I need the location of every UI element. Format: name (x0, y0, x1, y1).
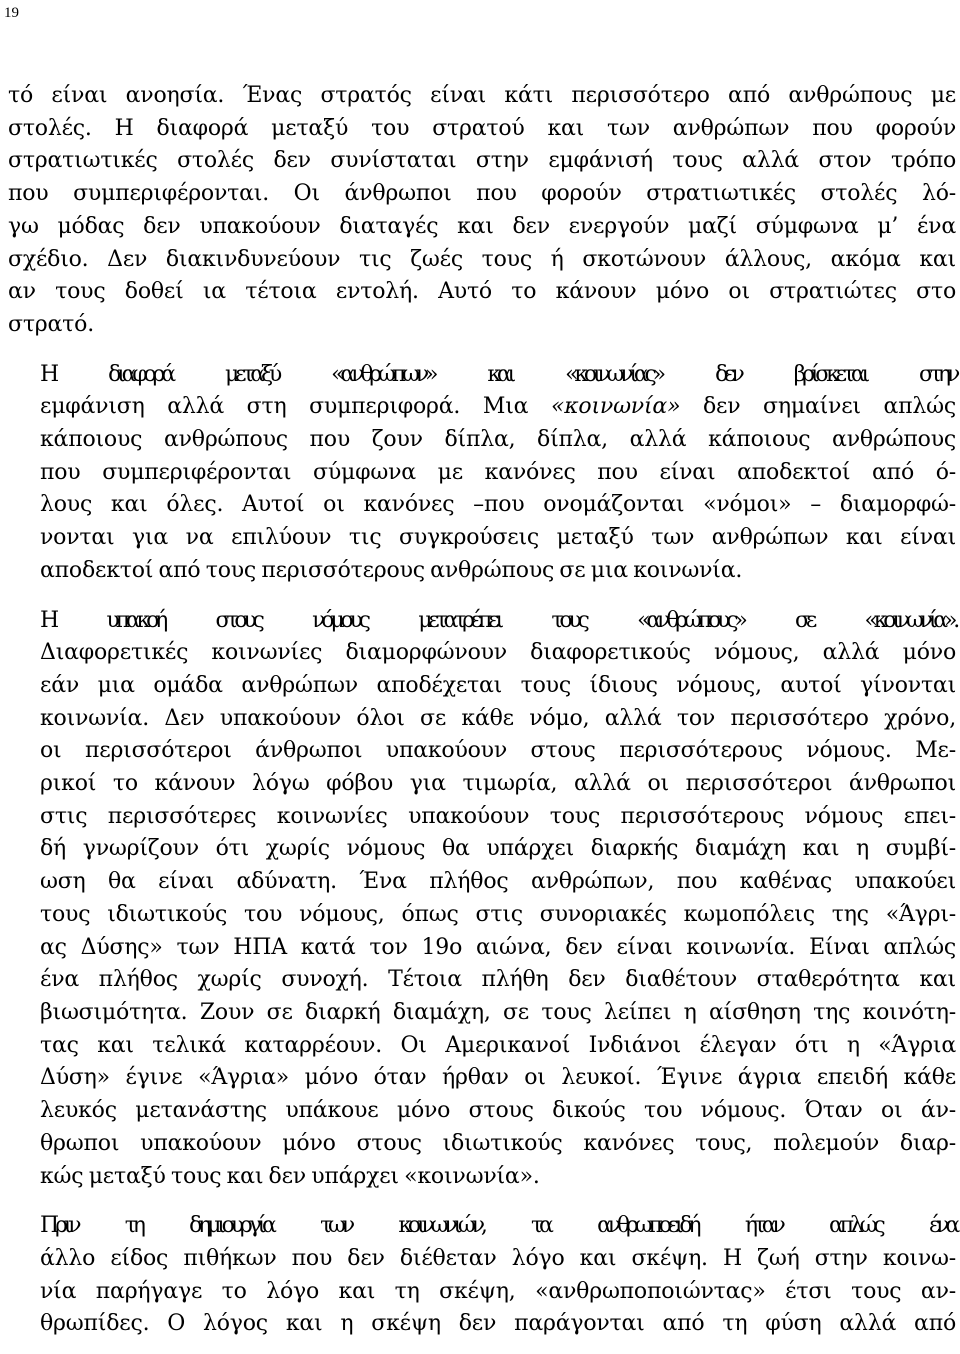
text-run: εμφάνιση αλλά στη συμπεριφορά. Μια (40, 394, 551, 420)
text-line: Διαφορετικές κοινωνίες διαμορφώνουν διαφορετικούς νόμους, αλλά μόνο (40, 640, 956, 666)
text-line: κάποιους ανθρώπους που ζουν δίπλα, δίπλα, αλλά κάποιους ανθρώπους (40, 427, 956, 453)
text-line: γω μόδας δεν υπακούουν διαταγές και δεν ενεργούν μαζί σύμφωνα μ’ ένα (8, 213, 956, 239)
text-line: κοινωνία. Δεν υπακούουν όλοι σε κάθε νόμο, αλλά τον περισσότερο χρόνο, (40, 705, 956, 731)
text-line: που συμπεριφέρονται. Οι άνθρωποι που φορούν στρατιωτικές στολές λό- (8, 181, 956, 207)
text-line: νία παρήγαγε το λόγο και τη σκέψη, «ανθρωποποιώντας» έτσι τους αν- (40, 1278, 956, 1304)
body-text (8, 80, 956, 1341)
paragraph-4 (8, 1210, 956, 1341)
text-line: θρωποι υπακούουν μόνο στους ιδιωτικούς κανόνες τους, πολεμούν διαρ- (40, 1130, 956, 1156)
page-number: 19 (4, 5, 19, 21)
paragraph-1 (8, 80, 956, 342)
text-line: βιωσιμότητα. Ζουν σε διαρκή διαμάχη, σε τους λείπει η αίσθηση της κοινότη- (40, 999, 956, 1025)
text-line: Η διαφορά μεταξύ «ανθρώπων» και «κοινωνίας» δεν βρίσκεται στην (40, 361, 956, 387)
text-line: θρωπίδες. Ο λόγος και η σκέψη δεν παράγονται από τη φύση αλλά από (40, 1311, 956, 1337)
text-line: άλλο είδος πιθήκων που δεν διέθεταν λόγο και σκέψη. Η ζωή στην κοινω- (40, 1245, 956, 1271)
text-line: που συμπεριφέρονται σύμφωνα με κανόνες που είναι αποδεκτοί από ό- (40, 459, 956, 485)
text-line: κώς μεταξύ τους και δεν υπάρχει «κοινωνία». (40, 1163, 540, 1189)
text-line: δή γνωρίζουν ότι χωρίς νόμους θα υπάρχει διαρκής διαμάχη και η συμβί- (40, 836, 956, 862)
text-line: στις περισσότερες κοινωνίες υπακούουν τους περισσότερους νόμους επει- (40, 803, 956, 829)
text-line: στρατιωτικές στολές δεν συνίσταται στην εμφάνισή τους αλλά στον τρόπο (8, 148, 956, 174)
emphasis-koinonia: «κοινωνία» (550, 394, 681, 420)
text-line: αποδεκτοί από τους περισσότερους ανθρώπους σε μια κοινωνία. (40, 557, 743, 583)
text-line: λευκός μετανάστης υπάκουε μόνο στους δικούς του νόμους. Όταν οι άν- (40, 1098, 956, 1124)
text-line: ρικοί το κάνουν λόγω φόβου για τιμωρία, αλλά οι περισσότεροι άνθρωποι (40, 771, 956, 797)
text-line: Δύση» έγινε «Άγρια» μόνο όταν ήρθαν οι λευκοί. Έγινε άγρια επειδή κάθε (40, 1065, 956, 1091)
text-run: δεν σημαίνει απλώς (680, 394, 956, 420)
text-line (8, 391, 956, 424)
text-line: αν τους δοθεί ια τέτοια εντολή. Αυτό το κάνουν μόνο οι στρατιώτες στο (8, 279, 956, 305)
text-line: τους ιδιωτικούς του νόμους, όπως στις συνοριακές κωμοπόλεις της «Άγρι- (40, 901, 956, 927)
text-line: στολές. Η διαφορά μεταξύ του στρατού και των ανθρώπων που φορούν (8, 115, 956, 141)
text-line: ένα πλήθος χωρίς συνοχή. Τέτοια πλήθη δεν διαθέτουν σταθερότητα και (40, 967, 956, 993)
text-line: Η υπακοή στους νόμους μετατρέπει τους «ανθρώπους» σε «κοινωνία». (40, 607, 956, 633)
text-line: εάν μια ομάδα ανθρώπων αποδέχεται τους ίδιους νόμους, αυτοί γίνονται (40, 672, 956, 698)
text-line: οι περισσότεροι άνθρωποι υπακούουν στους περισσότερους νόμους. Με- (40, 738, 956, 764)
paragraph-3 (8, 605, 956, 1194)
paragraph-2 (8, 359, 956, 588)
text-line: στρατό. (8, 311, 94, 337)
text-line: σχέδιο. Δεν διακινδυνεύουν τις ζωές τους ή σκοτώνουν άλλους, ακόμα και (8, 246, 956, 272)
text-line: τό είναι ανοησία. Ένας στρατός είναι κάτι περισσότερο από ανθρώπους με (8, 83, 956, 108)
text-line: ωση θα είναι αδύνατη. Ένα πλήθος ανθρώπων, που καθένας υπακούει (40, 869, 956, 895)
text-line: νονται για να επιλύουν τις συγκρούσεις μεταξύ των ανθρώπων και είναι (40, 525, 956, 551)
text-line: λους και όλες. Αυτοί οι κανόνες –που ονομάζονται «νόμοι» – διαμορφώ- (40, 492, 956, 518)
text-line: τας και τελικά καταρρέουν. Οι Αμερικανοί Ινδιάνοι έλεγαν ότι η «Άγρια (40, 1032, 956, 1058)
text-line: ας Δύσης» των ΗΠΑ κατά τον 19ο αιώνα, δεν είναι κοινωνία. Είναι απλώς (40, 934, 956, 960)
text-line: Πριν τη δημιουργία των κοινωνιών, τα ανθρωποειδή ήταν απλώς ένα (40, 1213, 956, 1239)
